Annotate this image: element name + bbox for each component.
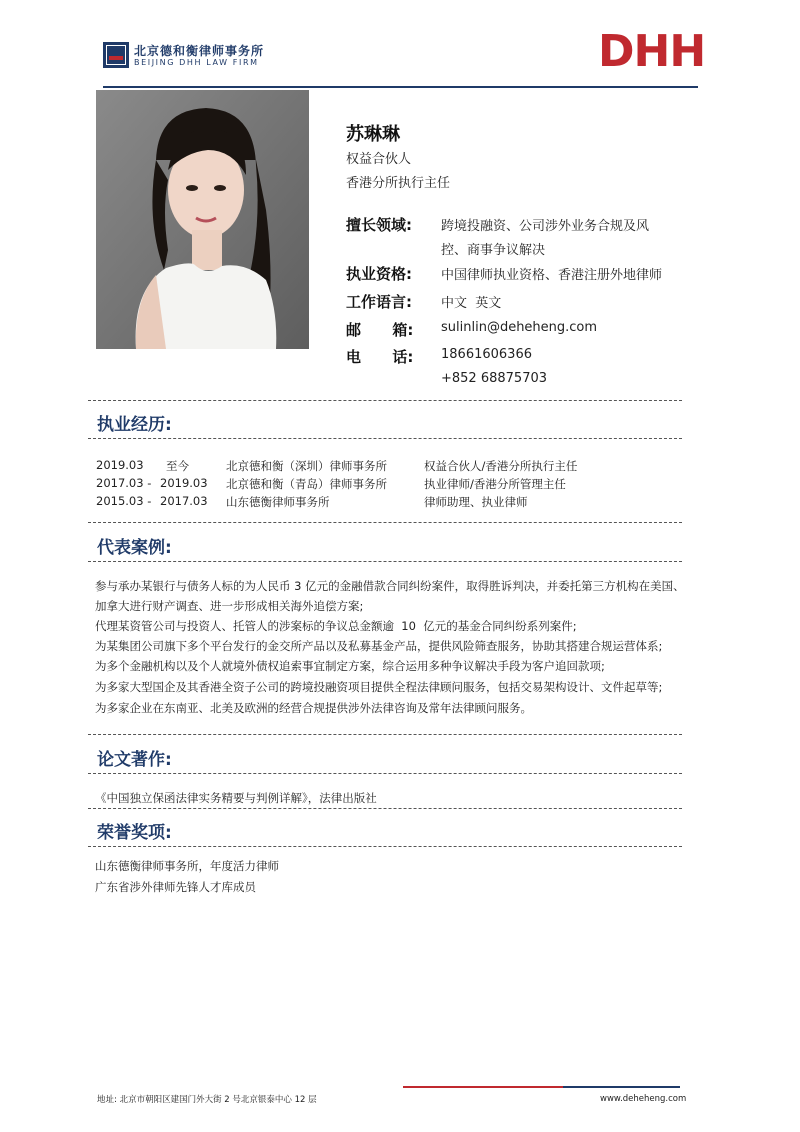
section-divider	[88, 773, 682, 774]
exp-row-3-end: 2017.03	[160, 494, 208, 508]
publication-line: 《中国独立保函法律实务精要与判例详解》，法律出版社	[95, 791, 377, 805]
field-label-email: 邮 箱:	[346, 321, 414, 339]
exp-row-3-org: 山东德衡律师事务所	[226, 495, 330, 509]
field-value-expertise-line2: 控、商事争议解决	[441, 243, 546, 258]
section-divider	[88, 522, 682, 523]
exp-row-1-start: 2019.03	[96, 458, 144, 472]
exp-row-3-role: 律师助理、执业律师	[424, 495, 528, 509]
lawyer-name: 苏琳琳	[346, 124, 400, 145]
footer-accent-red	[403, 1086, 563, 1088]
section-divider	[88, 561, 682, 562]
field-value-language: 中文 英文	[441, 296, 502, 311]
case-line: 代理某资管公司与投资人、托管人的涉案标的争议总金额逾 10 亿元的基金合同纠纷系列案件;	[95, 619, 577, 633]
firm-name-cn: 北京德和衡律师事务所	[134, 44, 265, 58]
field-value-email[interactable]: sulinlin@deheheng.com	[441, 320, 598, 335]
firm-logo-icon	[103, 42, 129, 68]
lawyer-title: 权益合伙人	[346, 152, 412, 167]
firm-name-en: BEIJING DHH LAW FIRM	[134, 58, 259, 67]
section-title-cases: 代表案例:	[97, 538, 172, 558]
case-line: 为某集团公司旗下多个平台发行的金交所产品以及私募基金产品，提供风险筛查服务，协助其搭建合规运营体系;	[95, 639, 663, 653]
exp-row-2-end: 2019.03	[160, 476, 208, 490]
section-title-experience: 执业经历:	[97, 415, 172, 435]
field-value-qualification: 中国律师执业资格、香港注册外地律师	[441, 268, 663, 283]
case-line: 为多家大型国企及其香港全资子公司的跨境投融资项目提供全程法律顾问服务，包括交易架构设计、文件起草等;	[95, 680, 663, 694]
exp-row-1-org: 北京德和衡（深圳）律师事务所	[226, 459, 387, 473]
field-value-phone-1: 18661606366	[441, 347, 532, 362]
field-label-phone: 电 话:	[346, 348, 414, 366]
field-value-expertise-line1: 跨境投融资、公司涉外业务合规及风	[441, 219, 650, 234]
honor-line: 山东德衡律师事务所，年度活力律师	[95, 859, 279, 873]
header-divider	[103, 86, 698, 88]
lawyer-position: 香港分所执行主任	[346, 176, 451, 191]
section-title-honors: 荣誉奖项:	[97, 823, 172, 843]
exp-row-1-role: 权益合伙人/香港分所执行主任	[424, 459, 578, 473]
section-divider	[88, 400, 682, 401]
case-line: 为多家企业在东南亚、北美及欧洲的经营合规提供涉外法律咨询及常年法律顾问服务。	[95, 701, 532, 715]
exp-row-3-start: 2015.03 -	[96, 494, 152, 508]
footer-website-link[interactable]: www.deheheng.com	[600, 1094, 687, 1104]
field-label-qualification: 执业资格:	[346, 265, 412, 283]
field-label-language: 工作语言:	[346, 293, 412, 311]
exp-row-2-role: 执业律师/香港分所管理主任	[424, 477, 566, 491]
profile-photo	[96, 90, 309, 349]
field-value-phone-2: +852 68875703	[441, 371, 548, 386]
exp-row-2-start: 2017.03 -	[96, 476, 152, 490]
section-divider	[88, 734, 682, 735]
exp-row-1-sep: 至今	[166, 459, 189, 473]
case-line: 加拿大进行财产调查、进一步形成相关海外追偿方案;	[95, 599, 364, 613]
section-title-publications: 论文著作:	[97, 750, 172, 770]
portrait-image-icon	[96, 90, 309, 349]
section-divider	[88, 846, 682, 847]
section-divider	[88, 808, 682, 809]
dhh-brand-logo: DHH	[598, 26, 706, 77]
case-line: 为多个金融机构以及个人就境外债权追索事宜制定方案，综合运用多种争议解决手段为客户追回款项;	[95, 659, 605, 673]
section-divider	[88, 438, 682, 439]
field-label-expertise: 擅长领域:	[346, 216, 412, 234]
footer-accent-blue	[563, 1086, 680, 1088]
exp-row-2-org: 北京德和衡（青岛）律师事务所	[226, 477, 387, 491]
honor-line: 广东省涉外律师先锋人才库成员	[95, 880, 256, 894]
case-line: 参与承办某银行与债务人标的为人民币 3 亿元的金融借款合同纠纷案件，取得胜诉判决，并委托第三方机构在美国、	[95, 579, 685, 593]
footer-address: 地址: 北京市朝阳区建国门外大街 2 号北京银泰中心 12 层	[97, 1095, 317, 1105]
